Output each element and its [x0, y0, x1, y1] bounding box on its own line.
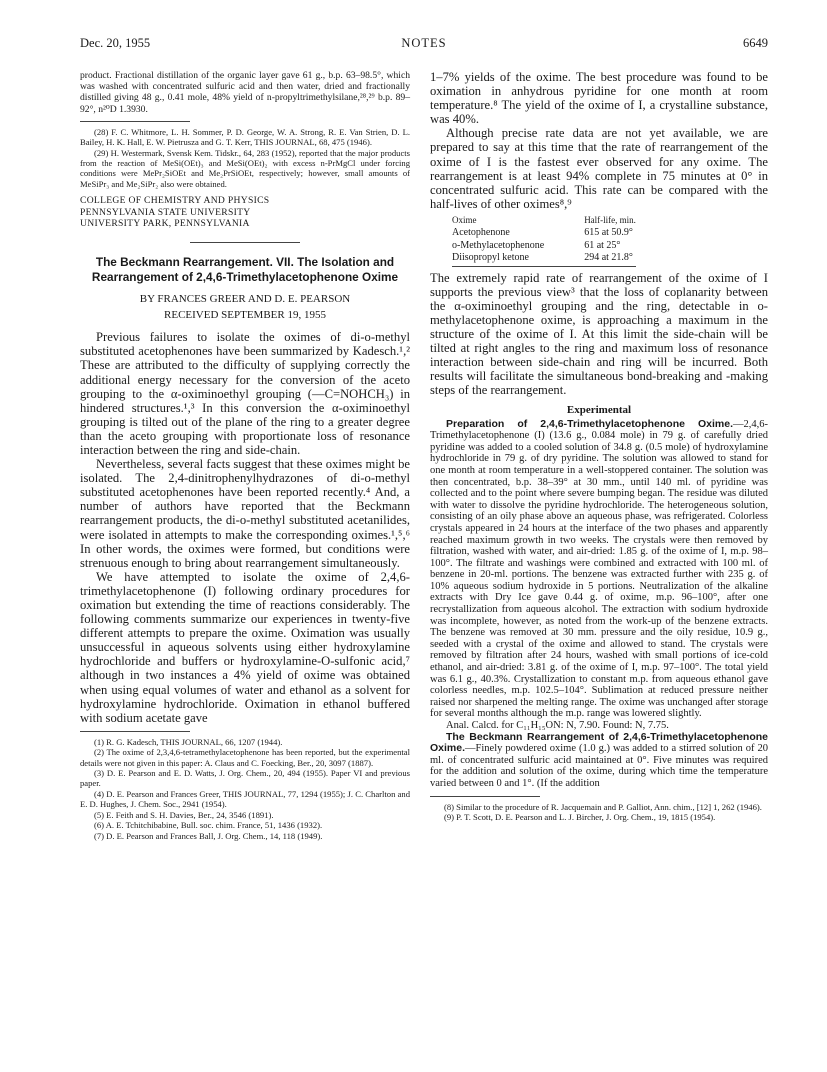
half-life-table	[452, 215, 636, 267]
footnote-4: (4) D. E. Pearson and Frances Greer, THIS JOURNAL, 77, 1294 (1955); J. C. Charlton and E. D. Hughes, J. Chem. Soc., 2941 (1954).	[80, 788, 410, 810]
table-cell: 615 at 50.9°	[584, 226, 633, 238]
footnote-29: (29) H. Westermark, Svensk Kem. Tidskr., 64, 283 (1952), reported that the major products from the reaction of MeSi(OEt)₃ and MeSi(OEt)₂ with excess n-PrMgCl under forcing conditions were MePr₂SiOEt and Me₂PrSiOEt, respectively; however, small amounts of MeSiPr₃ and Me₂SiPr₂ also were obtained.	[80, 147, 410, 189]
table-row	[452, 252, 636, 266]
page-header	[80, 36, 768, 54]
table-row	[452, 240, 636, 253]
table-cell: Acetophenone	[452, 226, 510, 238]
footnote-28: (28) F. C. Whitmore, L. H. Sommer, P. D. George, W. A. Strong, R. E. Van Strien, D. L. Bailey, H. K. Hall, E. W. Pietrusza and G. T. Kerr, THIS JOURNAL, 68, 475 (1946).	[80, 126, 410, 148]
rearrangement-paragraph	[430, 732, 768, 790]
footnote-7: (7) D. E. Pearson and Frances Ball, J. Org. Chem., 14, 118 (1949).	[94, 830, 323, 841]
table-header-half-life: Half-life, min.	[584, 214, 636, 225]
article-authors: BY FRANCES GREER AND D. E. PEARSON	[139, 293, 351, 306]
page-number: 6649	[743, 36, 768, 50]
table-cell: 294 at 21.8°	[544, 252, 636, 266]
previous-article-tail: product. Fractional distillation of the organic layer gave 61 g., b.p. 63–98.5°, which was washed with concentrated sulfuric acid and then water, dried and fractionally distilled giving 48 g., 0.41 mole, 48% yield of n-propyltrimethylsilane,²⁸,²⁹ b.p. 89–92°, n²⁰D 1.3930.	[80, 70, 410, 115]
paragraph-6: The extremely rapid rate of rearrangement of the oxime of I supports the previous view³ that the loss of coplanarity between the α-oximinoethyl grouping and the ring, detectable in o-methylacetophenone oxime, is approaching a maximum in the structure of the oxime of I. At this limit the side-chain will be tilted at right angles to the ring and maximum loss of resonance interaction between side-chain and ring will be incurred. Both results will facilitate the simultaneous bond-breaking and -making steps of the rearrangement.	[430, 270, 768, 398]
paragraph-4: 1–7% yields of the oxime. The best procedure was found to be oximation in anhydrous pyridine for one month at room temperature.⁸ The yield of the oxime of I, a crystalline substance, was 40%.	[430, 70, 768, 127]
preparation-paragraph	[430, 419, 768, 720]
table-cell: Diisopropyl ketone	[452, 252, 544, 266]
affiliation-line: COLLEGE OF CHEMISTRY AND PHYSICS	[80, 195, 270, 207]
affiliation-line: PENNSYLVANIA STATE UNIVERSITY	[80, 206, 251, 218]
analysis-line: Anal. Calcd. for C₁₁H₁₅ON: N, 7.90. Found: N, 7.75.	[446, 720, 669, 731]
article-separator	[190, 242, 300, 243]
footnote-2: (2) The oxime of 2,3,4,6-tetramethylacetophenone has been reported, but the experimental details were not given in this paper: A. Claus and C. Foecking, Ber., 20, 3097 (1887).	[80, 747, 410, 768]
table-row	[452, 227, 636, 240]
paragraph-2: Nevertheless, several facts suggest that these oximes might be isolated. The 2,4-dinitrophenylhydrazones of di-o-methyl substituted acetophenones have been reported recently.⁴ And, a number of authors have reported that the Beckmann rearrangement products, the di-o-methyl substituted acetanilides, were isolated in attempts to make the corresponding oximes.¹,⁵,⁶ In other words, the oximes were formed, but conditions were strenuous enough to bring about rearrangement simultaneously.	[80, 457, 410, 570]
left-column	[80, 70, 410, 841]
footnote-9: (9) P. T. Scott, D. E. Pearson and L. J. Bircher, J. Org. Chem., 19, 1815 (1954).	[444, 811, 716, 822]
paragraph-5: Although precise rate data are not yet available, we are prepared to say at this time that the rate of rearrangement of the oxime of I is the fastest ever observed for any oxime. The rearrangement is at least 94% complete in 75 minutes at 0° in concentrated sulfuric acid. This rate can be compared with the half-lives of other oximes⁸,⁹	[430, 126, 768, 211]
issue-date: Dec. 20, 1955	[80, 36, 151, 50]
paragraph-1: Previous failures to isolate the oximes of di-o-methyl substituted acetophenones have been summarized by Kadesch.¹,² These are attributed to the difficulty of supplying correctly the additional energy necessary for the conversion of the aceto grouping to the α-oximinoethyl grouping (—C=NOHCH₃) in hindered structures.¹,³ In this conversion the α-oximinoethyl grouping is tilted out of the plane of the ring to a greater degree than the aceto grouping with proportionate loss of resonance interaction between the ring and side-chain.	[80, 330, 410, 457]
preparation-heading: Preparation of 2,4,6-Trimethylacetophenone Oxime.	[446, 417, 733, 430]
paragraph-3: We have attempted to isolate the oxime of 2,4,6-trimethylacetophenone (I) following ordinary procedures for oximation but extending the time of reactions considerably. The following comments summarize our experiences in twenty-five different attempts to prepare the oxime. Oximation was usually unsuccessful in aqueous solvents using either hydroxylamine hydrochloride and buffers or hydroxylamine-O-sulfonic acid,⁷ although in two instances a 4% yield of oxime was obtained when using equal volumes of water and ethanol as a solvent for hydroxylamine hydrochloride. Oximation in ethanol buffered with sodium acetate gave	[80, 569, 410, 725]
footnote-3: (3) D. E. Pearson and E. D. Watts, J. Org. Chem., 20, 494 (1955). Paper VI and previous paper.	[80, 768, 410, 789]
right-column	[430, 70, 768, 822]
article-title: The Beckmann Rearrangement. VII. The Isolation and Rearrangement of 2,4,6-Trimethylacetophenone Oxime	[91, 255, 399, 284]
rearrangement-heading: The Beckmann Rearrangement of 2,4,6-Trimethylacetophenone Oxime.	[430, 730, 768, 755]
footnote-6: (6) A. E. Tchitchibabine, Bull. soc. chim. France, 51, 1436 (1932).	[94, 820, 323, 831]
table-cell: o-Methylacetophenone	[452, 239, 545, 251]
affiliation-line: UNIVERSITY PARK, PENNSYLVANIA	[80, 218, 250, 230]
table-cell: 61 at 25°	[584, 239, 621, 251]
preparation-text: —2,4,6-Trimethylacetophenone (I) (13.6 g., 0.084 mole) in 79 g. of carefully dried pyridine was added to a cooled solution of 34.8 g. (0.5 mole) of hydroxylamine hydrochloride in 79 g. of dry pyridine. The solution was allowed to stand for one month at room temperature in a well-stoppered container. The solution was then concentrated, b.p. 38–39° at 30 mm., until 140 ml. of pyridine was collected and to the point where severe bumping began. The residue was diluted with water to dissolve the pyridine hydrochloride. The heterogeneous solution, consisting of an oily phase above an aqueous phase, was refrigerated. Colorless crystals appeared in 24 hours at the interface of the two phases and apparently reached maximum growth in two weeks. The crystals were then removed by filtration, washed with water, and air-dried: 1.85 g. of the oxime of I, m.p. 98–100°. The filtrate and washings were combined and extracted with 100 ml. of benzene in 20-ml. portions. The benzene was extracted further with 235 g. of 10% aqueous sodium hydroxide in 5 portions. Neutralization of the alkaline extracts with Dry Ice gave 0.44 g. of oxime, m.p. 96–100°, after one recrystallization from aqueous alcohol. The extraction with sodium hydroxide was incomplete, however, as noted from the work-up of the benzene extracts. The benzene was removed at 30 mm. pressure and the oily residue, 10.9 g., seeded with a crystal of the oxime and allowed to stand. The crystals were removed by filtration after 24 hours, washed with small portions of ice-cold ethanol, and air-dried: 3.81 g. of the oxime of I, m.p. 97–100°. The total yield was 6.1 g., 40.3%. Crystallization to constant m.p. from aqueous ethanol gave colorless needles, m.p. 102.5–104°. Sublimation at reduced pressure neither raised nor sharpened the melting range. The oxime was unchanged after storage for several months although the m.p. range was lowered slightly.	[430, 418, 768, 720]
footnote-divider	[80, 121, 190, 122]
section-title: NOTES	[401, 36, 447, 50]
rearrangement-text: —Finely powdered oxime (1.0 g.) was added to a stirred solution of 20 ml. of concentrated sulfuric acid maintained at 0°. Five minutes was required for the addition and solution of the oxime, during which time the temperature varied between 0 and 1°. (If the addition	[430, 743, 768, 789]
footnote-divider	[430, 796, 540, 797]
affiliation	[80, 195, 410, 230]
table-header-oxime: Oxime	[452, 214, 477, 225]
footnote-5: (5) E. Feith and S. H. Davies, Ber., 24, 3546 (1891).	[94, 809, 274, 820]
footnote-1: (1) R. G. Kadesch, THIS JOURNAL, 66, 1207 (1944).	[94, 736, 283, 747]
experimental-heading: Experimental	[566, 403, 632, 416]
received-date: RECEIVED SEPTEMBER 19, 1955	[164, 309, 326, 322]
footnote-divider	[80, 731, 190, 732]
footnote-8: (8) Similar to the procedure of R. Jacquemain and P. Galliot, Ann. chim., [12] 1, 262 (1946).	[444, 801, 762, 812]
